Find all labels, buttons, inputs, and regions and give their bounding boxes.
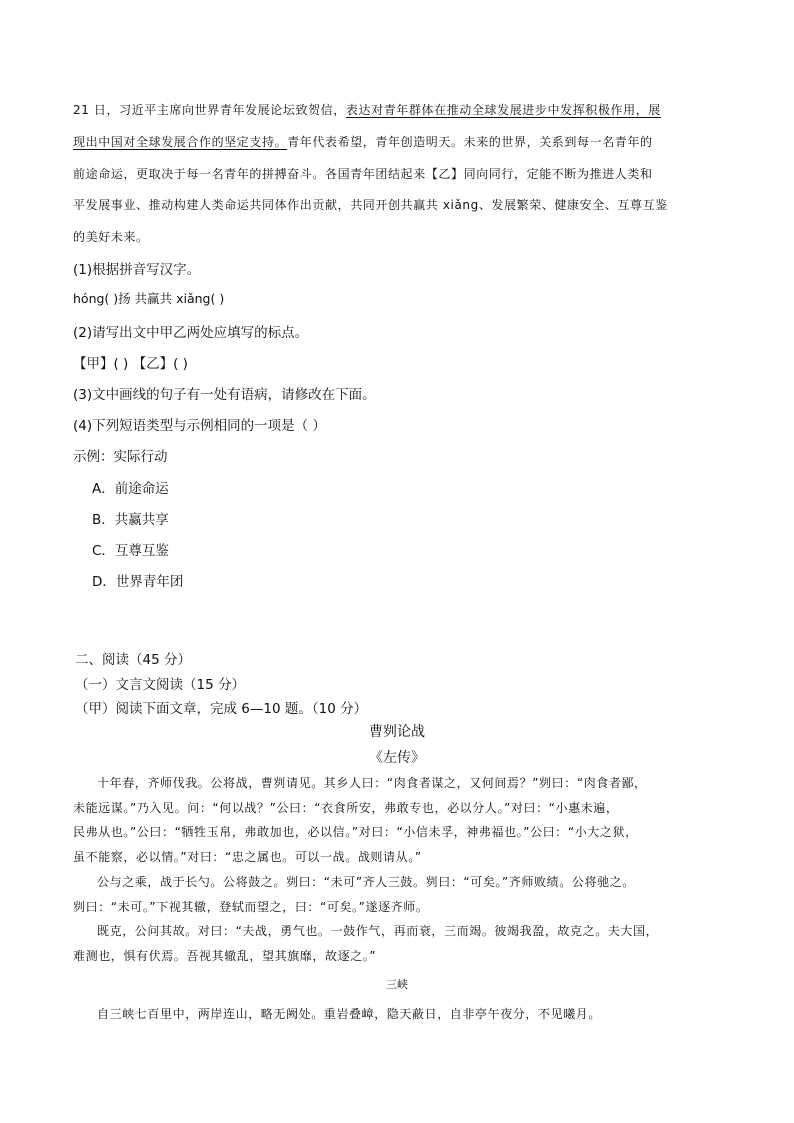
section-subheading-2: （甲）阅读下面文章，完成 6—10 题。（10 分） bbox=[75, 701, 368, 717]
underlined-sentence-part-2: 现出中国对全球发展合作的坚定支持。 bbox=[73, 135, 288, 149]
example-text: 示例：实际行动 bbox=[73, 449, 168, 465]
article-1-source: 《左传》 bbox=[369, 750, 425, 766]
option-a: A．前途命运 bbox=[92, 481, 169, 497]
question-2: (2)请写出文中甲乙两处应填写的标点。 bbox=[73, 325, 309, 341]
article-2-line-1: 自三峡七百里中，两岸连山，略无阙处。重岩叠嶂，隐天蔽日，自非亭午夜分，不见曦月。 bbox=[97, 1007, 602, 1021]
passage-line-2-rest: 青年代表希望，青年创造明天。未来的世界，关系到每一名青年的 bbox=[287, 135, 653, 149]
article-1-line-1: 十年春，齐师伐我。公将战，曹刿请见。其乡人曰：“肉食者谋之，又何间焉？”刿曰：“肉食者鄙， bbox=[97, 776, 647, 790]
passage-line-3: 前途命运，更取决于每一名青年的拼搏奋斗。各国青年团结起来【乙】同向同行，定能不断为推进人类和 bbox=[73, 167, 653, 181]
article-1-line-2: 未能远谋。”乃入见。问：“何以战？”公曰：“衣食所安，弗敢专也，必以分人。”对曰：“小惠未遍， bbox=[73, 801, 619, 815]
article-1-line-6: 刿曰：“未可。”下视其辙，登轼而望之，曰：“可矣。”遂逐齐师。 bbox=[73, 900, 429, 914]
article-1-line-5: 公与之乘，战于长勺。公将鼓之。刿曰：“未可”齐人三鼓。刿曰：“可矣。”齐师败绩。公将驰之。 bbox=[97, 875, 635, 889]
article-1-title: 曹刿论战 bbox=[369, 724, 425, 740]
option-b: B．共赢共享 bbox=[92, 512, 169, 528]
question-2-answer-line: 【甲】( ) 【乙】( ) bbox=[73, 356, 188, 372]
underlined-sentence-part-1: 表达对青年群体在推动全球发展进步中发挥积极作用，展 bbox=[345, 103, 661, 117]
question-4: (4)下列短语类型与示例相同的一项是（ ） bbox=[73, 418, 326, 434]
article-1-line-8: 难测也，惧有伏焉。吾视其辙乱，望其旗靡，故逐之。” bbox=[73, 949, 377, 963]
section-subheading-1: （一）文言文阅读（15 分） bbox=[75, 677, 245, 693]
option-d: D．世界青年团 bbox=[92, 574, 184, 590]
passage-line-4: 平发展事业、推动构建人类命运共同体作出贡献，共同开创共赢共 xiǎng、发展繁荣、健康安全、互尊互鉴 bbox=[73, 198, 668, 212]
passage-line-2 bbox=[73, 133, 653, 150]
passage-line-1-start: 21 日，习近平主席向世界青年发展论坛致贺信， bbox=[73, 103, 346, 117]
article-2-title: 三峡 bbox=[386, 978, 408, 991]
article-1-line-7: 既克，公问其故。对曰：“夫战，勇气也。一鼓作气，再而衰，三而竭。彼竭我盈，故克之。夫大国， bbox=[97, 924, 659, 938]
passage-line-5: 的美好未来。 bbox=[73, 230, 149, 244]
article-1-line-4: 虽不能察，必以情。”对曰：“忠之属也。可以一战。战则请从。” bbox=[73, 850, 422, 864]
question-1-answer-line: hóng( )扬 共赢共 xiǎng( ) bbox=[73, 291, 225, 306]
passage-line-1 bbox=[73, 101, 661, 118]
question-3: (3)文中画线的句子有一处有语病，请修改在下面。 bbox=[73, 387, 376, 403]
section-heading: 二、阅读（45 分） bbox=[75, 652, 191, 668]
option-c: C．互尊互鉴 bbox=[92, 543, 169, 559]
article-1-line-3: 民弗从也。”公曰：“牺牲玉帛，弗敢加也，必以信。”对曰：“小信未孚，神弗福也。”公曰：“小大之狱， bbox=[73, 825, 638, 839]
question-1: (1)根据拼音写汉字。 bbox=[73, 262, 201, 278]
